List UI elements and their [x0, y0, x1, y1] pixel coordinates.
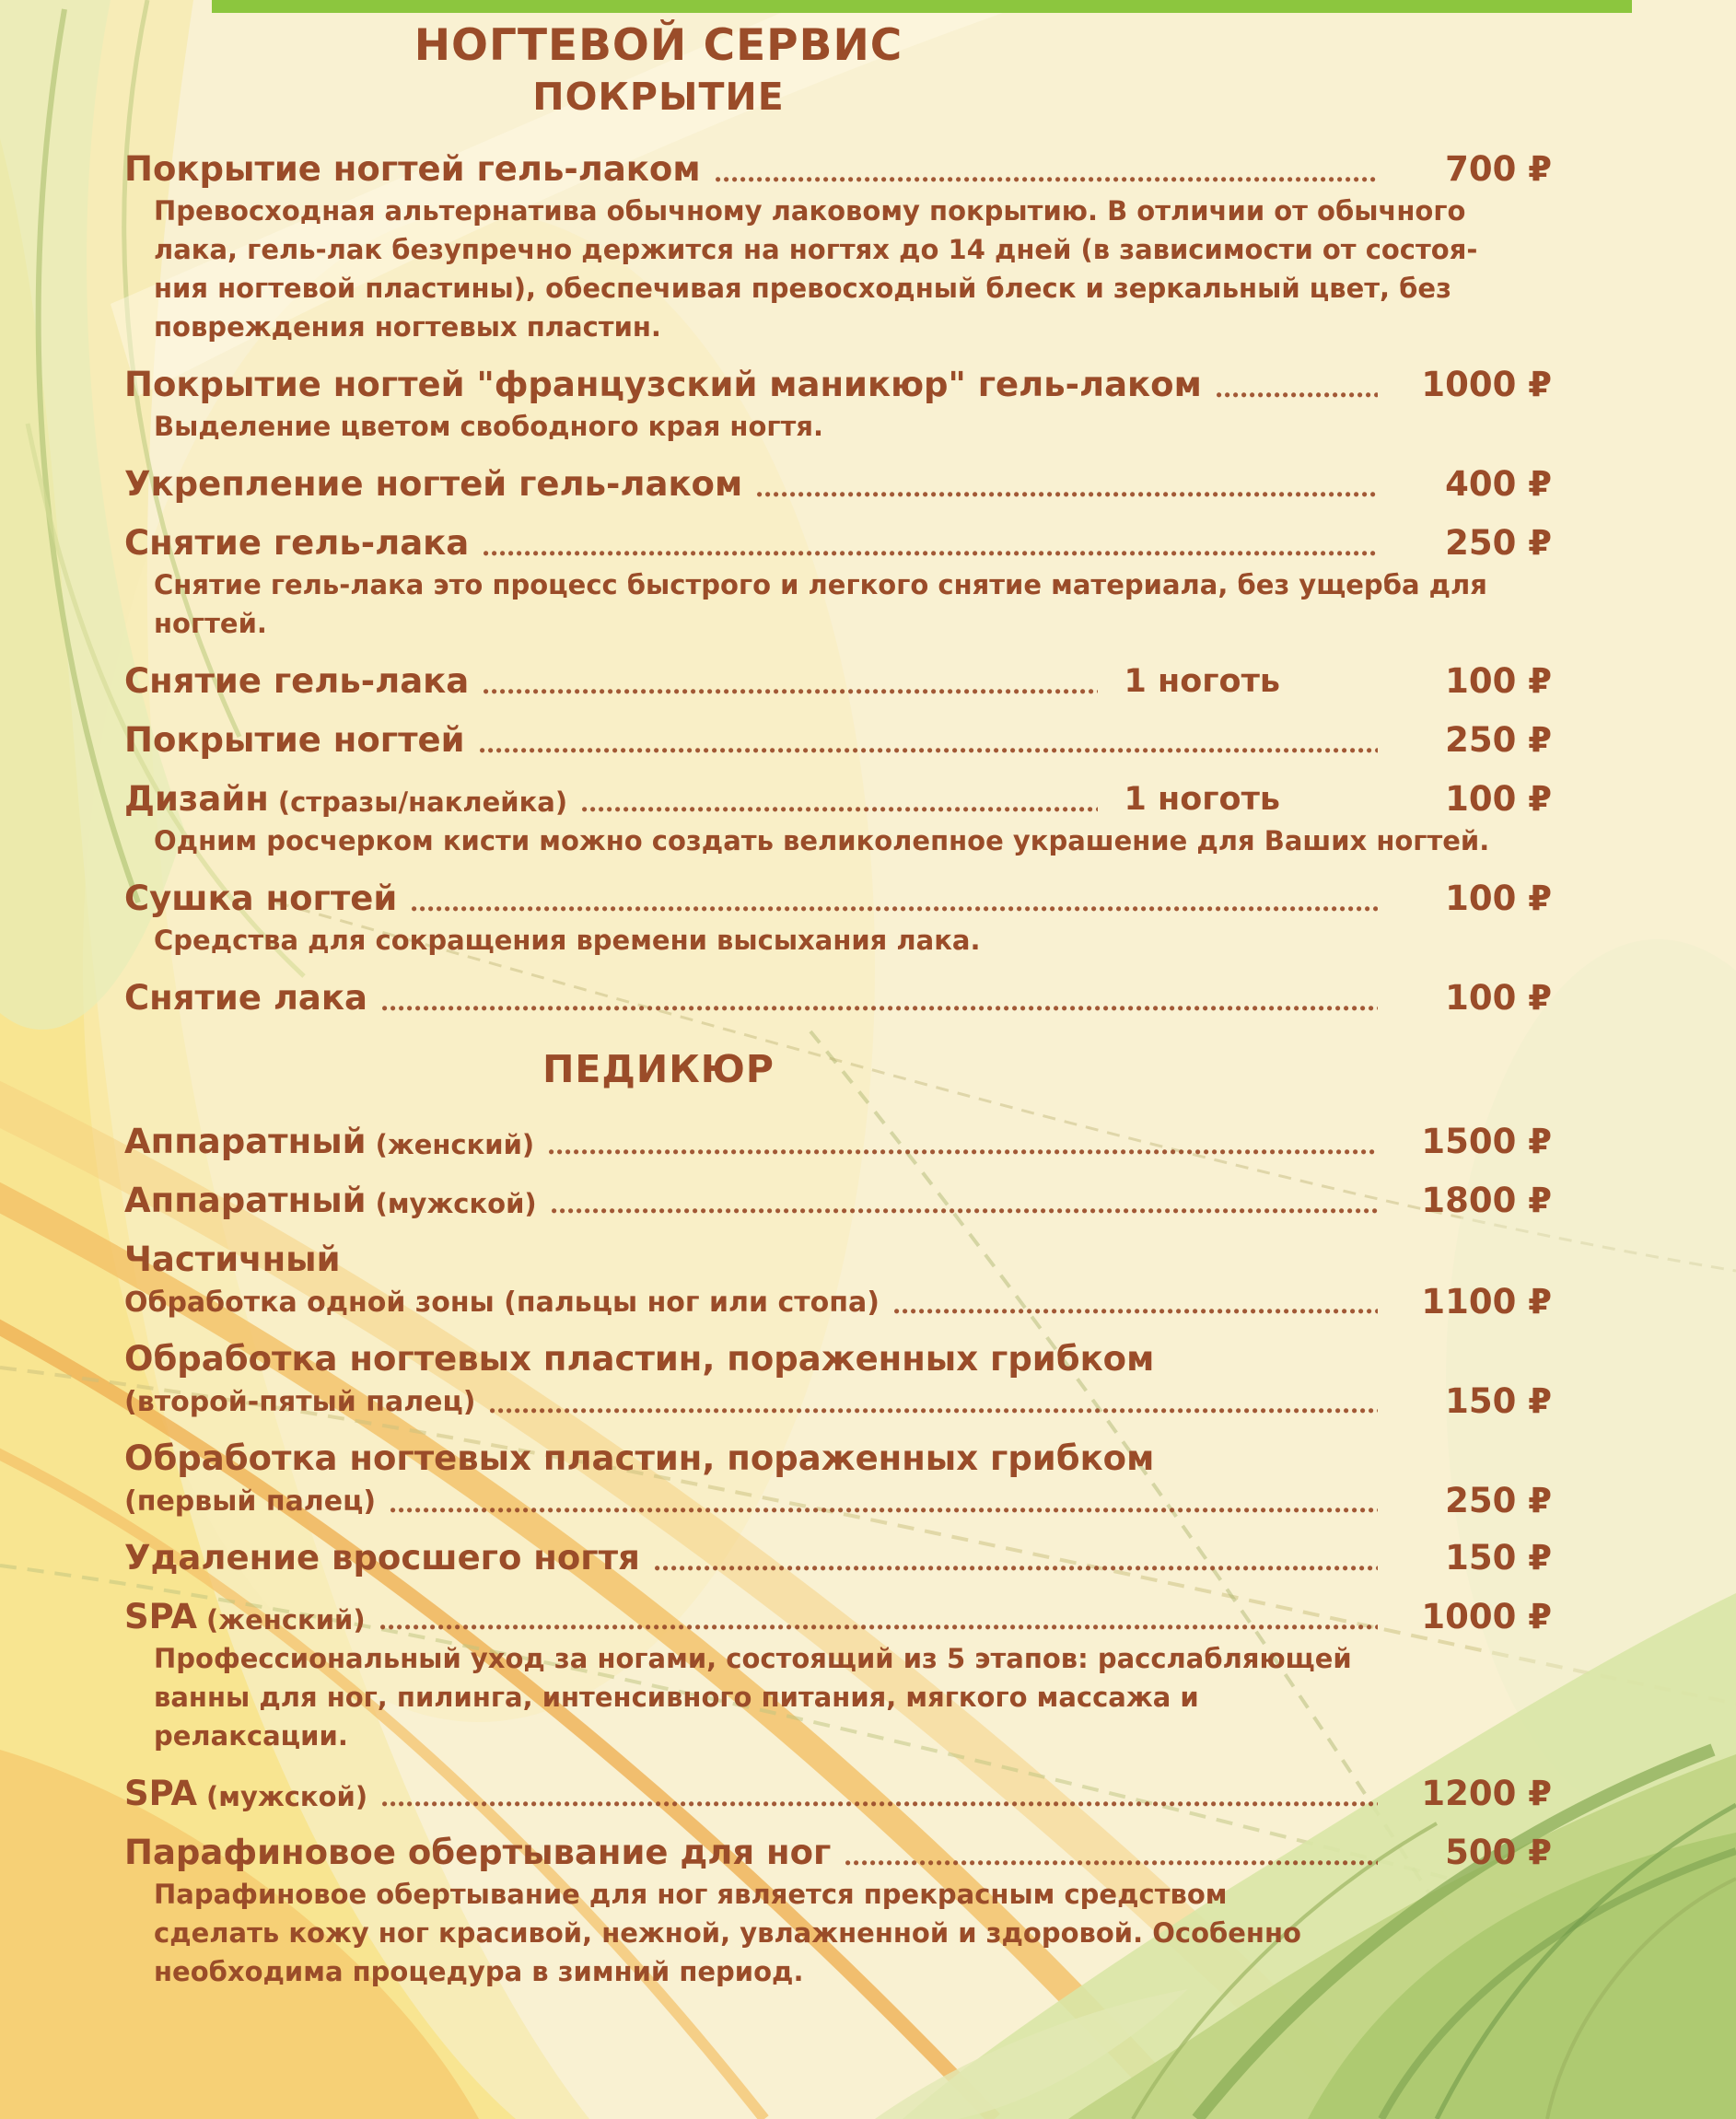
- menu-item: [124, 875, 1552, 960]
- item-price: 100 ₽: [1445, 779, 1552, 819]
- sections-container: [124, 74, 1552, 1991]
- item-price: 150 ₽: [1445, 1381, 1552, 1421]
- item-label: SPA: [124, 1597, 198, 1636]
- section-heading-wrap: [124, 1046, 1193, 1092]
- item-label: SPA: [124, 1774, 198, 1813]
- menu-item: [124, 1236, 1552, 1321]
- menu-item: [124, 1335, 1552, 1420]
- dotted-leader: [390, 1508, 1378, 1513]
- item-row: [124, 775, 1552, 820]
- item-price: 250 ₽: [1445, 523, 1552, 563]
- item-description: [154, 192, 1552, 346]
- item-row: [124, 658, 1552, 702]
- description-line: повреждения ногтевых пластин.: [154, 311, 661, 343]
- item-label-suffix: (мужской): [206, 1781, 368, 1812]
- item-subrow: [124, 1383, 1552, 1420]
- dotted-leader: [1217, 392, 1378, 398]
- item-label: Парафиновое обертывание для ног: [124, 1833, 832, 1872]
- item-row: [124, 875, 1552, 919]
- item-price: 500 ₽: [1445, 1833, 1552, 1872]
- dotted-leader: [484, 689, 1098, 694]
- item-label: Сушка ногтей: [124, 879, 398, 918]
- description-line: Средства для сокращения времени высыхания лака.: [154, 925, 981, 956]
- section-heading: ПЕДИКЮР: [542, 1047, 775, 1091]
- item-sublabel: (второй-пятый палец): [124, 1386, 476, 1418]
- description-line: Превосходная альтернатива обычному лаковому покрытию. В отличии от обычного: [154, 195, 1466, 227]
- item-unit: 1 ноготь: [1124, 781, 1280, 818]
- dotted-leader: [480, 748, 1378, 753]
- description-line: Парафиновое обертывание для ног является прекрасным средством: [154, 1879, 1228, 1910]
- item-price: 1000 ₽: [1421, 1597, 1552, 1636]
- item-label: Аппаратный: [124, 1181, 367, 1220]
- item-label: Удаление вросшего ногтя: [124, 1538, 640, 1578]
- menu-item: [124, 519, 1552, 643]
- item-price: 250 ₽: [1445, 720, 1552, 760]
- description-line: необходима процедура в зимний период.: [154, 1956, 804, 1987]
- item-price: 100 ₽: [1445, 978, 1552, 1018]
- item-unit: 1 ноготь: [1124, 663, 1280, 700]
- item-row: [124, 146, 1552, 190]
- dotted-leader: [382, 1801, 1378, 1807]
- item-label: Дизайн: [124, 779, 269, 819]
- item-label: Укрепление ногтей гель-лаком: [124, 464, 743, 504]
- item-price: 100 ₽: [1445, 661, 1552, 701]
- menu-item: [124, 1829, 1552, 1991]
- item-price: 1500 ₽: [1421, 1122, 1552, 1161]
- item-label: Покрытие ногтей гель-лаком: [124, 149, 701, 189]
- dotted-leader: [549, 1149, 1378, 1155]
- item-row: [124, 519, 1552, 564]
- item-sublabel: Обработка одной зоны (пальцы ног или стопа): [124, 1287, 880, 1319]
- item-label: Снятие гель-лака: [124, 523, 470, 563]
- section-heading-wrap: [124, 74, 1193, 120]
- menu-item: [124, 716, 1552, 761]
- item-description: [154, 565, 1552, 643]
- item-row: [124, 361, 1552, 405]
- menu-item: [124, 460, 1552, 505]
- item-subrow: [124, 1483, 1552, 1519]
- menu-item: [124, 1177, 1552, 1221]
- price-list: [124, 20, 1552, 2000]
- item-row: [124, 716, 1552, 761]
- item-label: Снятие лака: [124, 978, 367, 1018]
- item-row: [124, 1770, 1552, 1814]
- item-description: [154, 821, 1552, 860]
- item-description: [154, 921, 1552, 960]
- menu-item: [124, 1118, 1552, 1162]
- item-description: [154, 407, 1552, 446]
- menu-item: [124, 1593, 1552, 1755]
- item-price: 700 ₽: [1445, 149, 1552, 189]
- dotted-leader: [490, 1408, 1378, 1414]
- item-price: 1000 ₽: [1421, 365, 1552, 404]
- description-line: релаксации.: [154, 1720, 348, 1752]
- item-price: 1200 ₽: [1421, 1774, 1552, 1813]
- item-label-suffix: (женский): [375, 1129, 535, 1160]
- item-row: [124, 1435, 1552, 1479]
- description-line: ванны для ног, пилинга, интенсивного питания, мягкого массажа и: [154, 1682, 1199, 1713]
- menu-item: [124, 146, 1552, 346]
- item-row: [124, 460, 1552, 505]
- description-line: ногтей.: [154, 608, 267, 639]
- item-price: 400 ₽: [1445, 464, 1552, 504]
- item-row: [124, 1829, 1552, 1873]
- dotted-leader: [382, 1006, 1378, 1011]
- dotted-leader: [894, 1309, 1378, 1314]
- section-items: [124, 1118, 1552, 1991]
- item-label: Покрытие ногтей: [124, 720, 465, 760]
- dotted-leader: [845, 1860, 1378, 1866]
- menu-item: [124, 1534, 1552, 1578]
- item-row: [124, 1118, 1552, 1162]
- item-label: Снятие гель-лака: [124, 661, 470, 701]
- menu-item: [124, 1770, 1552, 1814]
- description-line: сделать кожу ног красивой, нежной, увлажненной и здоровой. Особенно: [154, 1917, 1301, 1949]
- item-label-suffix: (женский): [206, 1604, 366, 1636]
- item-description: [154, 1639, 1552, 1755]
- description-line: Одним росчерком кисти можно создать великолепное украшение для Ваших ногтей.: [154, 825, 1490, 856]
- dotted-leader: [716, 177, 1378, 182]
- item-label: Покрытие ногтей "французский маникюр" гель-лаком: [124, 365, 1202, 404]
- item-price: 1100 ₽: [1421, 1282, 1552, 1321]
- item-description: [154, 1875, 1552, 1991]
- item-row: [124, 1236, 1552, 1280]
- menu-item: [124, 1435, 1552, 1519]
- item-subrow: [124, 1284, 1552, 1321]
- description-line: ния ногтевой пластины), обеспечивая превосходный блеск и зеркальный цвет, без: [154, 273, 1451, 304]
- dotted-leader: [757, 492, 1378, 497]
- item-row: [124, 974, 1552, 1019]
- dotted-leader: [552, 1208, 1378, 1214]
- menu-item: [124, 974, 1552, 1019]
- dotted-leader: [582, 807, 1098, 812]
- menu-item: [124, 775, 1552, 860]
- description-line: Снятие гель-лака это процесс быстрого и легкого снятие материала, без ущерба для: [154, 569, 1487, 600]
- item-row: [124, 1177, 1552, 1221]
- item-label-suffix: (стразы/наклейка): [277, 786, 568, 818]
- section-items: [124, 146, 1552, 1019]
- item-label: Обработка ногтевых пластин, пораженных грибком: [124, 1438, 1155, 1478]
- menu-item: [124, 361, 1552, 446]
- item-row: [124, 1335, 1552, 1380]
- item-row: [124, 1593, 1552, 1637]
- item-price: 250 ₽: [1445, 1481, 1552, 1520]
- description-line: Профессиональный уход за ногами, состоящий из 5 этапов: расслабляющей: [154, 1643, 1352, 1674]
- dotted-leader: [484, 551, 1378, 556]
- item-label-suffix: (мужской): [375, 1188, 537, 1219]
- item-price: 150 ₽: [1445, 1538, 1552, 1578]
- item-row: [124, 1534, 1552, 1578]
- dotted-leader: [412, 906, 1378, 912]
- item-label: Частичный: [124, 1240, 341, 1279]
- dotted-leader: [380, 1624, 1378, 1630]
- section-heading: ПОКРЫТИЕ: [532, 75, 785, 119]
- item-label: Обработка ногтевых пластин, пораженных грибком: [124, 1339, 1155, 1379]
- dotted-leader: [655, 1566, 1378, 1571]
- page-title: НОГТЕВОЙ СЕРВИС: [414, 20, 903, 71]
- menu-item: [124, 658, 1552, 702]
- item-price: 100 ₽: [1445, 879, 1552, 918]
- item-price: 1800 ₽: [1421, 1181, 1552, 1220]
- item-sublabel: (первый палец): [124, 1485, 377, 1518]
- description-line: лака, гель-лак безупречно держится на ногтях до 14 дней (в зависимости от состоя-: [154, 234, 1478, 265]
- item-label: Аппаратный: [124, 1122, 367, 1161]
- top-accent-bar: [212, 0, 1632, 13]
- description-line: Выделение цветом свободного края ногтя.: [154, 411, 823, 442]
